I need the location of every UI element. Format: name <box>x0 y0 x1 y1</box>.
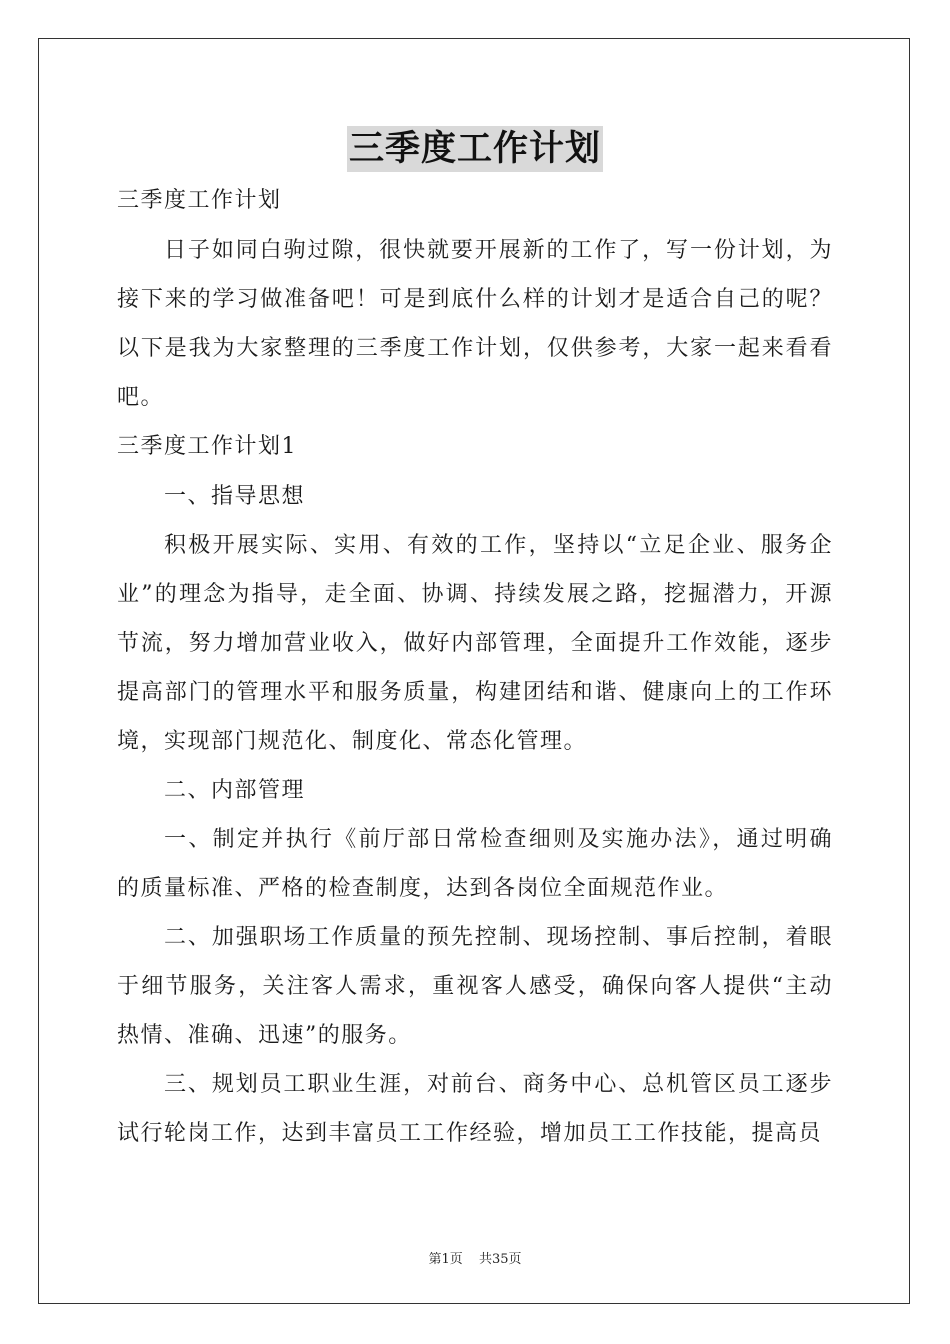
heading-guiding-ideology: 一、指导思想 <box>164 484 306 509</box>
paragraph-career-planning: 三、规划员工职业生涯，对前台、商务中心、总机管区员工逐步试行轮岗工作，达到丰富员工工作经验，增加员工工作技能，提高员 <box>117 1072 833 1146</box>
intro-paragraph: 日子如同白驹过隙，很快就要开展新的工作了，写一份计划，为接下来的学习做准备吧！可是到底什么样的计划才是适合自己的呢？以下是我为大家整理的三季度工作计划，仅供参考，大家一起来看看吧。 <box>117 238 833 410</box>
section-title: 三季度工作计划1 <box>117 434 297 459</box>
paragraph-inspection-rules: 一、制定并执行《前厅部日常检查细则及实施办法》，通过明确的质量标准、严格的检查制度，达到各岗位全面规范作业。 <box>117 827 833 901</box>
page-footer <box>0 1248 950 1267</box>
document-title: 三季度工作计划 <box>347 126 603 172</box>
page-total: 共35页 <box>478 1252 522 1267</box>
document-subtitle: 三季度工作计划 <box>117 188 282 213</box>
page-number: 第1页 <box>428 1252 463 1267</box>
paragraph-guiding-ideology: 积极开展实际、实用、有效的工作，坚持以“立足企业、服务企业”的理念为指导，走全面、协调、持续发展之路，挖掘潜力，开源节流，努力增加营业收入，做好内部管理，全面提升工作效能，逐步提高部门的管理水平和服务质量，构建团结和谐、健康向上的工作环境，实现部门规范化、制度化、常态化管理。 <box>117 533 833 754</box>
heading-internal-management: 二、内部管理 <box>164 778 306 803</box>
paragraph-quality-control: 二、加强职场工作质量的预先控制、现场控制、事后控制，着眼于细节服务，关注客人需求，重视客人感受，确保向客人提供“主动热情、准确、迅速”的服务。 <box>117 925 833 1048</box>
title-area <box>0 126 950 172</box>
document-body <box>117 176 833 1158</box>
